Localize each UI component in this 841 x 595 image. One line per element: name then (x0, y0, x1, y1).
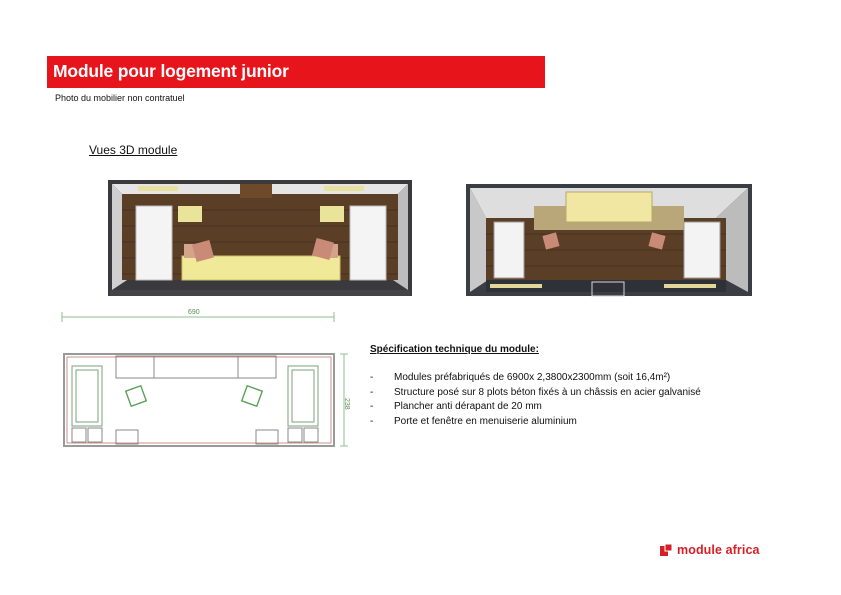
list-item: - Porte et fenêtre en menuiserie aluminium (370, 415, 701, 430)
list-item: - Plancher anti dérapant de 20 mm (370, 400, 701, 415)
title-banner (47, 56, 545, 88)
brand-logo (660, 543, 760, 557)
specification-list (370, 371, 701, 429)
floor-plan (60, 350, 350, 454)
page-title: Module pour logement junior (53, 61, 289, 81)
page-subtitle: Photo du mobilier non contratuel (55, 93, 185, 103)
brand-name: module africa (677, 543, 760, 557)
height-dimension-label: 238 (343, 398, 350, 410)
3d-view-perspective (466, 184, 752, 298)
list-item: - Modules préfabriqués de 6900x 2,3800x2300mm (soit 16,4m²) (370, 371, 701, 386)
width-dimension-label: 690 (188, 309, 200, 316)
module-logo-icon (660, 544, 672, 556)
views-heading: Vues 3D module (89, 143, 178, 157)
list-item: - Structure posé sur 8 plots béton fixés à un châssis en acier galvanisé (370, 386, 701, 401)
specification-section (370, 344, 701, 429)
3d-view-top (108, 180, 412, 298)
specification-title: Spécification technique du module: (370, 344, 539, 355)
